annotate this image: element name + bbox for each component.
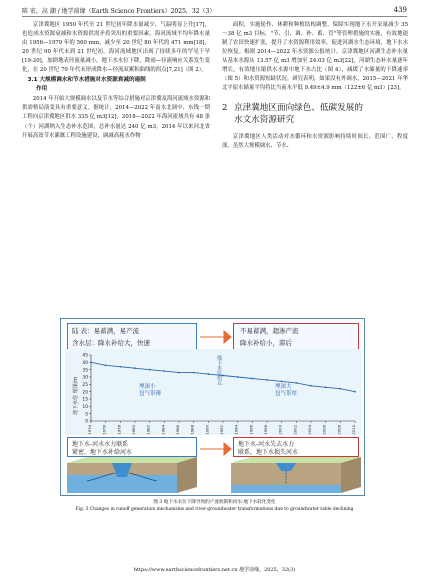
depth-data-point	[193, 372, 195, 374]
top-left-title-1: 陆 表：易蓄满，易产流	[72, 327, 140, 335]
header-authors-journal: 陈 宏，高 潮 / 地学前缘（Earth Science Frontiers）2025，32（3）	[22, 8, 216, 15]
depth-data-point	[207, 373, 209, 375]
block-side	[341, 457, 361, 493]
x-tick-label: 1984	[160, 425, 166, 435]
top-left-banner	[67, 323, 197, 351]
depth-data-point	[149, 369, 151, 371]
depth-data-point	[266, 379, 268, 381]
x-tick-label: 1992	[219, 425, 224, 435]
land-surface	[231, 457, 361, 463]
x-tick-label: 2002	[292, 425, 298, 435]
figure-caption	[22, 499, 407, 513]
transition-arrow-bottom	[198, 439, 232, 459]
depth-data-point	[119, 366, 121, 368]
aquifer-diagram-connected	[67, 457, 197, 493]
header-rule	[22, 16, 407, 17]
x-tick-label: 1980	[131, 425, 136, 435]
x-tick-label: 1998	[263, 425, 268, 435]
depth-data-point	[105, 364, 107, 366]
top-right-banner	[233, 323, 359, 351]
x-tick-label: 1994	[233, 425, 239, 435]
groundwater-depth-chart	[65, 349, 361, 435]
saturated-zone	[67, 475, 177, 493]
x-tick-label: 2010	[351, 425, 356, 435]
y-tick-label: 30	[82, 375, 88, 381]
depth-data-point	[163, 370, 165, 372]
page-footer: https://www.earthsciencefrontiers.net.cn 地学前缘，2025，32(3)	[133, 567, 296, 573]
y-tick-label: 45	[82, 353, 88, 359]
bottom-right-title-2: 联系，地下水损失河水	[238, 449, 299, 456]
transition-arrow-top	[198, 327, 232, 347]
chart-background	[65, 349, 361, 435]
left-column	[22, 21, 210, 141]
paragraph: 2014 年开始大规模调水以及节水等综合措施对京津冀及海河流域水资源和供需格局演变具有重要意义。据统计，2014—2022 年南水北调中、东线一期工程向京津冀地区供水 335 亿 m3[12]，2018—2022 年海河流域共有 48 条（个）河湖纳入生态补水范围，总补水量达 240 亿 m3。2014 年以来河北省开展高效节水灌溉工程设施建设，调减高耗水作物	[22, 96, 210, 139]
caption-cn: 图 3 地下水水位下降导致的产流机制和河水-地下水转化变化	[153, 500, 276, 505]
annotation-deep: 埋深大 包气带厚	[275, 384, 298, 397]
x-tick-label: 1988	[189, 425, 195, 435]
x-tick-label: 2004	[307, 425, 312, 435]
paragraph: 京津冀地区 1950 年代至 21 世纪初年降水量减少、气温明显上升[17]，也造成水资源衰减和水资源供需矛盾突出的重要因素，海河流域平均年降水量由 1956—1979 年的 560 mm，减少至 20 世纪 80 年代的 471 mm[18]，20 世纪 90 年代末到 21 世纪初，海河流域地区出现了持续多年的罕见干旱[19-20]，加剧地表径流量减小，地下水水位下降，降雨—径流响应关系发生变化，在 20 世纪 70 年代末形成降水—径流双累积曲线的拐点[7,21]（图 2）。	[22, 22, 210, 74]
depth-data-point	[251, 378, 253, 380]
paragraph: 京津冀地区人类活动对水循环和水资源影响持续时间长、范围广、程度深，虽然大规模调水、节水、	[222, 134, 408, 150]
depth-data-point	[325, 386, 327, 388]
depth-data-point	[339, 388, 341, 390]
block-side	[177, 457, 197, 493]
y-tick-label: 10	[82, 404, 88, 410]
top-right-title-2: 降水补给小，滞后	[240, 339, 292, 347]
y-tick-label: 35	[82, 368, 88, 374]
section-2-heading	[222, 102, 408, 126]
depth-data-point	[134, 367, 136, 369]
y-tick-label: 20	[82, 390, 88, 396]
section-heading-continuation: 作用	[36, 86, 48, 93]
paragraph: 面积，实施轮作、休耕和种植结构调整，保障实现地下水开采量减少 35～38 亿 m3 目标，"节、引、调、补、蓄、管"等管理措施的实施，有效地遏制了农田快速扩张，提升了水资源利用效率，促进河湖水生态环境，地下水水位恢复。根据 2014—2022 年水资源公报统计，京津冀地区河湖生态补水量从基本水源从 13.57 亿 m3 增加至 24.03 亿 m3[22]，河湖生态补水量逐年增长，有效地压缩供水水源中地下水占比（图 4），减缓了水储量的下降速率（图 5）和水资源短缺状况。研究表明，如果没有外调水，2015—2021 年华北平原水储量平均将比当前水平低 9.49±4.9 mm（122±6 亿 m3）[23]。	[222, 22, 408, 92]
y-tick-label: 0	[85, 419, 88, 425]
depth-data-point	[354, 391, 356, 393]
y-tick-label: 40	[82, 360, 88, 366]
section-2-number: 2	[222, 103, 228, 114]
y-tick-label: 5	[85, 412, 88, 418]
x-tick-label: 1996	[248, 425, 254, 435]
annotation-shallow: 埋深小 包气带薄	[139, 384, 162, 397]
annotation-inflection: 地下水位拐点	[216, 355, 222, 385]
bottom-left-title-2: 紧密，地下水补给河水	[72, 449, 133, 456]
depth-data-point	[178, 372, 180, 374]
bottom-right-banner	[233, 437, 359, 457]
y-tick-label: 25	[82, 382, 88, 388]
x-tick-label: 1976	[101, 425, 107, 435]
figure-3	[60, 318, 365, 496]
caption-en: Fig. 3 Changes in runoff generation mechanisms and river-groundwater transformations due to groundwater table declining	[75, 507, 354, 512]
section-2-title-line1: 京津冀地区面向绿色、低碳发展的	[234, 103, 363, 114]
top-right-title-1: 不易蓄满，超渗产流	[240, 327, 299, 335]
depth-data-point	[237, 376, 239, 378]
section-2-title-line2: 水文水资源研究	[234, 115, 295, 126]
chart-ylabel: 地下水位 埋深/m	[73, 376, 79, 415]
saturated-zone	[231, 485, 341, 493]
depth-data-point	[281, 381, 283, 383]
bottom-left-title-1: 地下水-河水水力联系	[72, 441, 129, 448]
x-tick-label: 1974	[87, 425, 92, 435]
bottom-right-title-1: 地下水-河水失去水力	[238, 441, 295, 448]
depth-data-point	[90, 361, 92, 363]
x-tick-label: 2006	[321, 425, 327, 435]
aquifer-diagram-disconnected	[231, 457, 361, 493]
y-tick-label: 15	[82, 397, 88, 403]
page-number: 439	[393, 6, 407, 14]
bottom-left-banner	[67, 437, 197, 457]
land-surface	[67, 457, 197, 463]
depth-data-point	[310, 385, 312, 387]
x-tick-label: 1982	[145, 425, 151, 435]
x-tick-label: 2000	[277, 425, 283, 435]
x-tick-label: 1990	[204, 425, 210, 435]
right-column	[222, 21, 408, 151]
x-tick-label: 1986	[175, 425, 180, 435]
x-tick-label: 1978	[116, 425, 122, 435]
x-tick-label: 2008	[336, 425, 342, 435]
section-heading: 3.1 大规模调水和节水措施对水资源衰减的遏制	[27, 77, 146, 84]
top-left-title-2: 含水层：降水补给大，快速	[72, 339, 150, 347]
